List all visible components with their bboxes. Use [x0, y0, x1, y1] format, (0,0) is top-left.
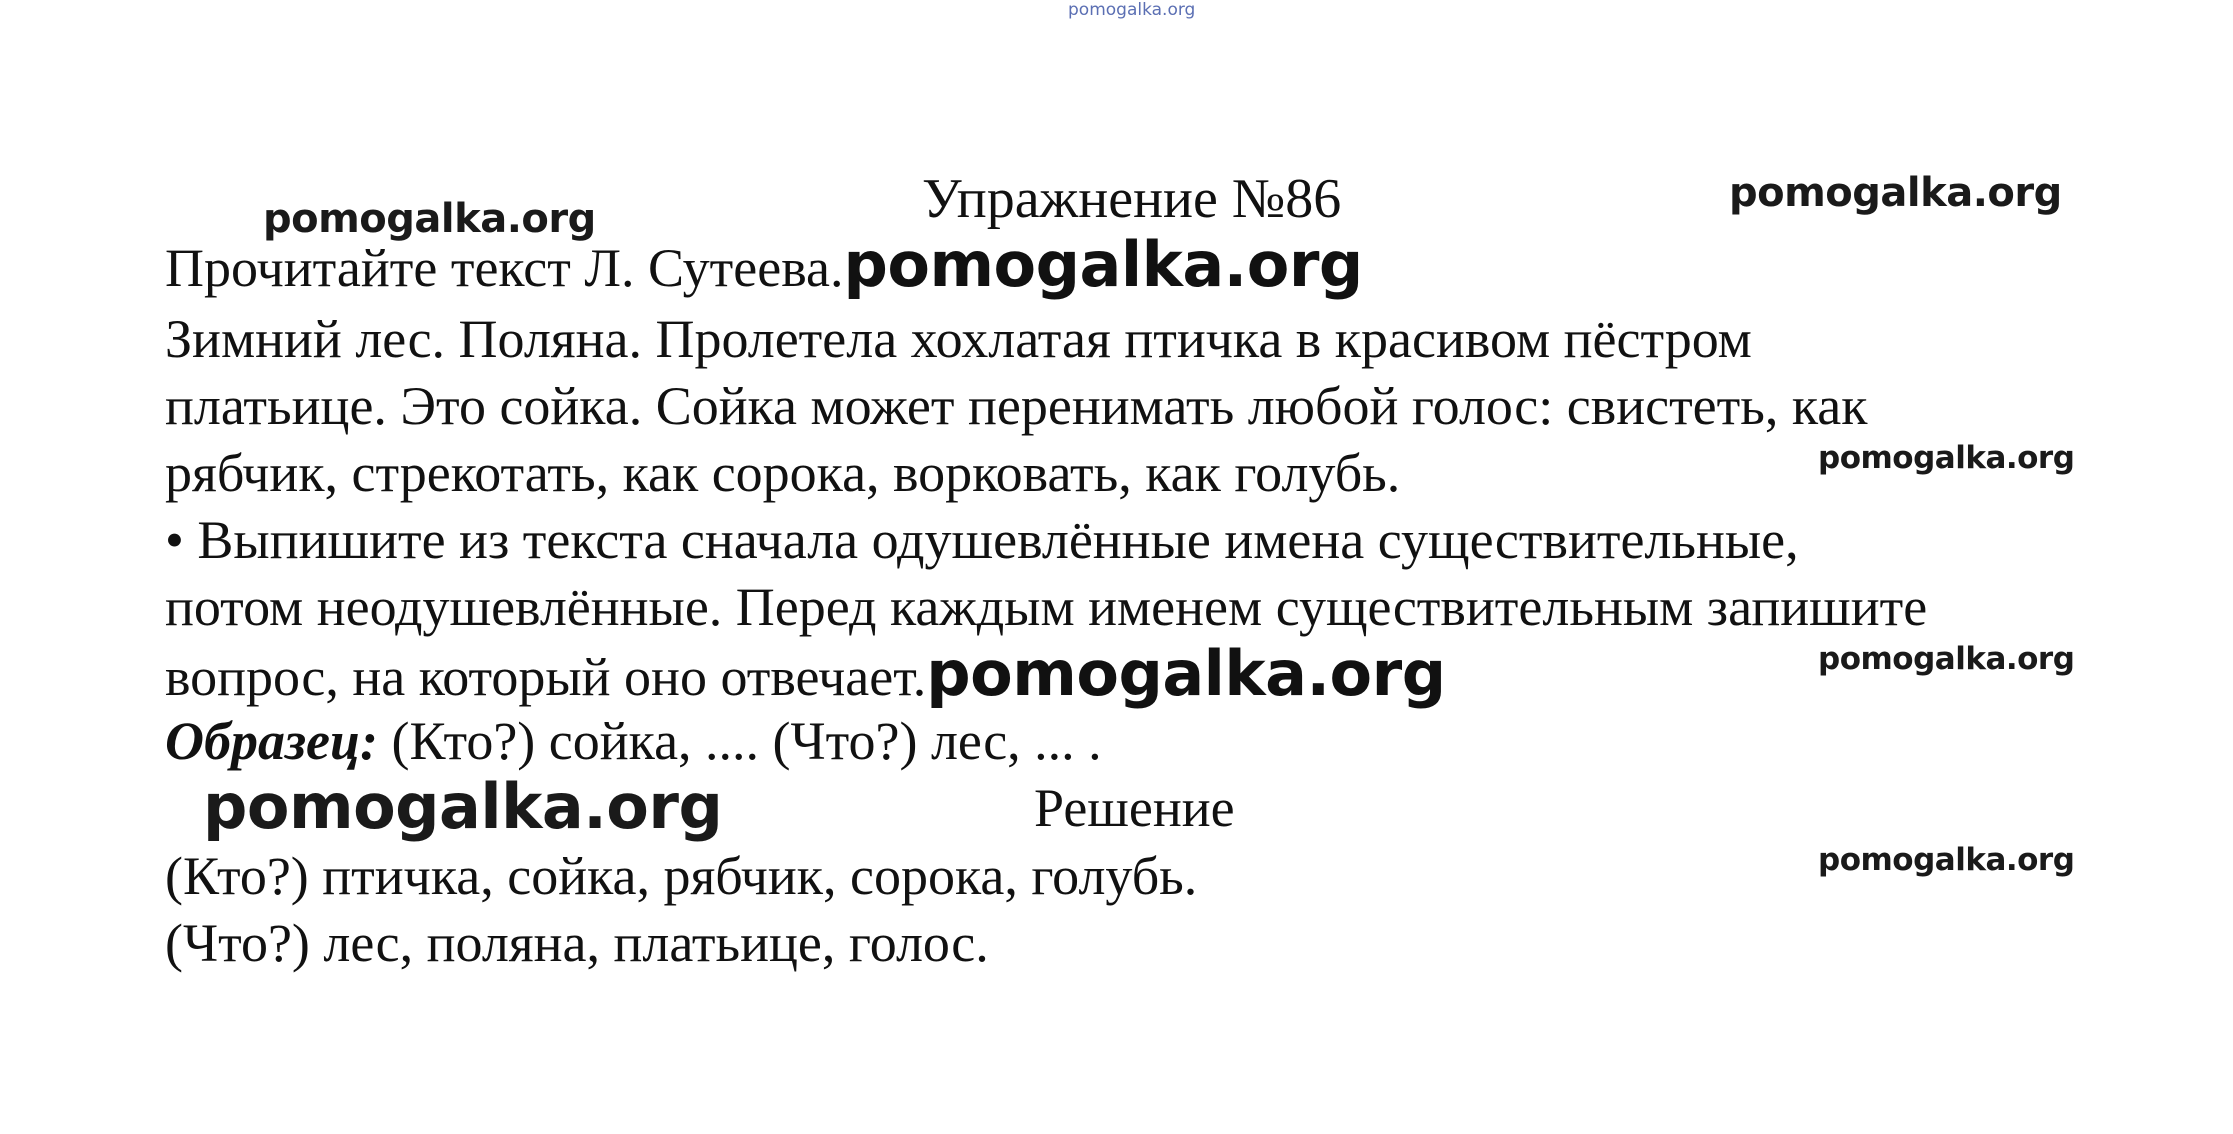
watermark-inline-2: pomogalka.org: [926, 637, 1446, 710]
watermark-right-1: pomogalka.org: [1818, 440, 2075, 476]
text-line-3: рябчик, стрекотать, как сорока, ворковать, как голубь.: [165, 443, 1401, 503]
watermark-inline-1: pomogalka.org: [843, 228, 1363, 301]
task-line-3: [165, 637, 1446, 710]
instruction-text: Прочитайте текст Л. Сутеева.: [165, 238, 844, 298]
sample-text: (Кто?) сойка, .... (Что?) лес, ... .: [378, 711, 1102, 771]
sample-line: [165, 708, 1102, 774]
exercise-title: Упражнение №86: [922, 168, 1342, 230]
task-line-2: потом неодушевлённые. Перед каждым именем существительным запишите: [165, 577, 1928, 637]
watermark-header-right: pomogalka.org: [1729, 170, 2062, 216]
watermark-solution-left: pomogalka.org: [203, 770, 723, 843]
sample-label: Образец:: [165, 711, 378, 771]
task-line-1: • Выпишите из текста сначала одушевлённые имена существительные,: [165, 510, 1799, 570]
solution-line-2: (Что?) лес, поляна, платьице, голос.: [165, 913, 989, 973]
text-line-2: платьице. Это сойка. Сойка может перенимать любой голос: свистеть, как: [165, 376, 1868, 436]
instruction-line: [165, 228, 1363, 301]
watermark-top: pomogalka.org: [1068, 0, 1196, 20]
text-line-1: Зимний лес. Поляна. Пролетела хохлатая птичка в красивом пёстром: [165, 309, 1752, 369]
solution-heading: Решение: [1034, 778, 1235, 838]
task-line-3-text: вопрос, на который оно отвечает.: [165, 647, 927, 707]
watermark-right-2: pomogalka.org: [1818, 641, 2075, 677]
watermark-right-3: pomogalka.org: [1818, 842, 2075, 878]
solution-line-1: (Кто?) птичка, сойка, рябчик, сорока, голубь.: [165, 846, 1198, 906]
watermark-header-left: pomogalka.org: [263, 196, 596, 242]
